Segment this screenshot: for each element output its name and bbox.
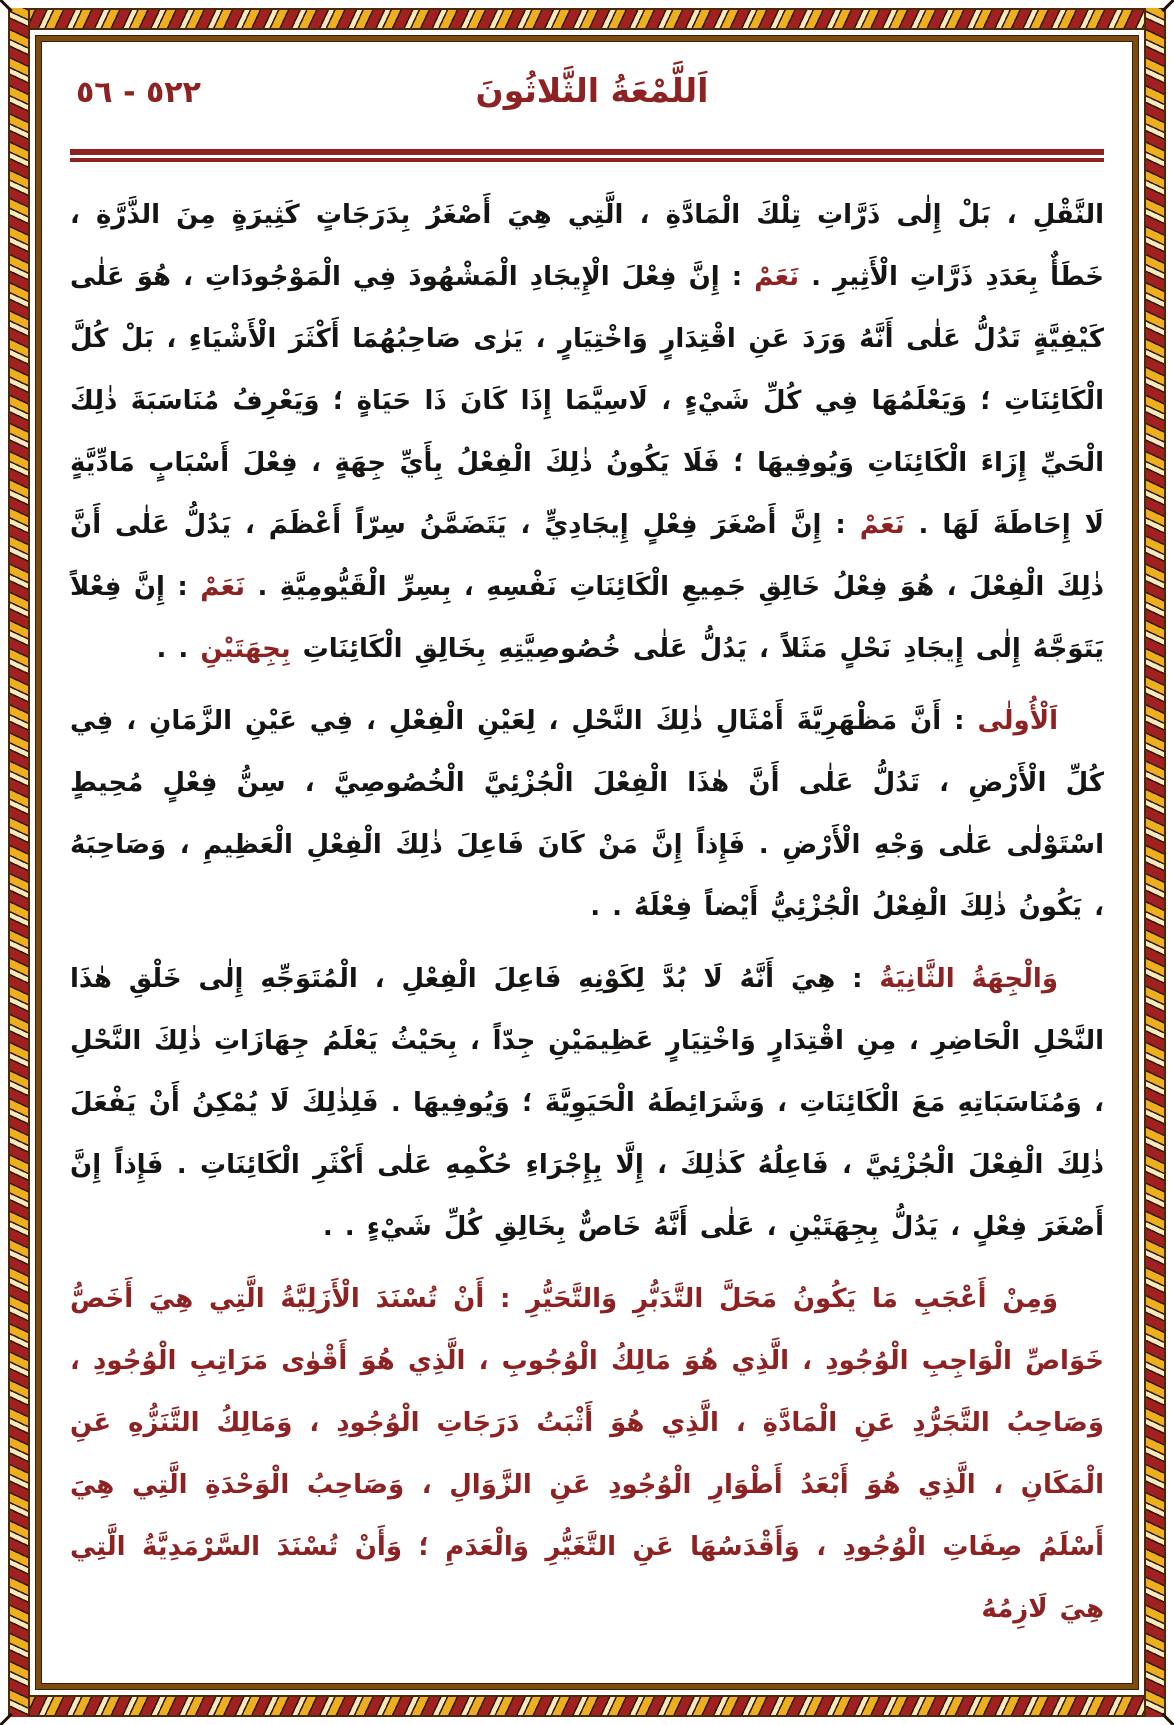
corner-ornament (1161, 0, 1174, 12)
highlighted-text: بِجِهَتَيْنِ (200, 634, 291, 664)
body-text (70, 184, 1104, 1640)
page-content (70, 45, 1104, 1680)
body-text-segment: النَّقْلِ ، بَلْ إِلٰى ذَرَّاتِ تِلْكَ الْمَادَّةِ ، الَّتِي هِيَ أَصْغَرُ بِدَرَجَاتٍ كَثِيرَةٍ مِنَ الذَّرَّةِ ، خَطَأٌ بِعَدَدِ ذَرَّاتِ الْأَثِيرِ . (70, 200, 1105, 292)
ornamental-border-bottom (8, 1695, 1166, 1717)
highlighted-text: نَعَمْ (754, 262, 800, 292)
body-text-segment: : إِنَّ فِعْلَ الْإِيجَادِ الْمَشْهُودَ فِي الْمَوْجُودَاتِ ، هُوَ عَلٰى كَيْفِيَّةٍ تَدُلُّ عَلٰى أَنَّهُ وَرَدَ عَنِ اقْتِدَارٍ وَاخْتِيَارٍ ، يَرٰى صَاحِبُهُمَا أَكْثَرَ الْأَشْيَاءِ ، بَلْ كُلَّ الْكَائِنَاتِ ؛ وَيَعْلَمُهَا فِي كُلِّ شَيْءٍ ، لَاسِيَّمَا إِذَا كَانَ ذَا حَيَاةٍ ؛ وَيَعْرِفُ مُنَاسَبَةَ ذٰلِكَ الْحَيِّ إِزَاءَ الْكَائِنَاتِ وَيُوفِيهَا ؛ فَلَا يَكُونُ ذٰلِكَ الْفِعْلُ بِأَيِّ جِهَةٍ ، فِعْلَ أَسْبَابٍ مَادِّيَّةٍ لَا إِحَاطَةَ لَهَا . (70, 262, 1104, 540)
paragraph-4 (70, 1268, 1104, 1640)
body-text-segment: : إِنَّ فِعْلاً يَتَوَجَّهُ إِلٰى إِيجَادِ نَحْلٍ مَثَلاً ، يَدُلُّ عَلٰى خُصُوصِيَّتِهِ بِخَالِقِ الْكَائِنَاتِ (70, 572, 1104, 664)
paragraph-3 (70, 948, 1104, 1258)
page-title: اَللَّمْعَةُ الثَّلاثُونَ (475, 71, 709, 110)
ornamental-border-left (8, 8, 30, 1717)
header-divider (70, 149, 1104, 162)
corner-ornament (1161, 1713, 1174, 1725)
page-header (70, 63, 1104, 135)
page-numbers: ٥٢٢ - ٥٦ (76, 75, 201, 110)
highlighted-text: نَعَمْ (859, 510, 905, 540)
highlighted-text: وَالْجِهَةُ الثَّانِيَةُ (879, 964, 1058, 994)
corner-ornament (0, 0, 13, 12)
body-text-segment: : إِنَّ أَصْغَرَ فِعْلٍ إِيجَادِيٍّ ، يَتَضَمَّنُ سِرّاً أَعْظَمَ ، يَدُلُّ عَلٰى أَنَّ ذٰلِكَ الْفِعْلَ ، هُوَ فِعْلُ خَالِقِ جَمِيعِ الْكَائِنَاتِ نَفْسِهِ ، بِسِرِّ الْقَيُّومِيَّةِ . (70, 510, 1104, 602)
paragraph-1 (70, 184, 1104, 680)
body-text-segment: . . (156, 634, 201, 664)
ornamental-border-top (8, 8, 1166, 30)
ornamental-border-right (1144, 8, 1166, 1717)
body-text-segment: : هِيَ أَنَّهُ لَا بُدَّ لِكَوْنِهِ فَاعِلَ الْفِعْلِ ، الْمُتَوَجِّهِ إِلٰى خَلْقِ هٰذَا النَّحْلِ الْحَاضِرِ ، مِنِ اقْتِدَارٍ وَاخْتِيَارٍ عَظِيمَيْنِ جِدّاً ، بِحَيْثُ يَعْلَمُ جِهَازَاتِ ذٰلِكَ النَّحْلِ ، وَمُنَاسَبَاتِهِ مَعَ الْكَائِنَاتِ ، وَشَرَائِطَهُ الْحَيَوِيَّةَ ؛ وَيُوفِيهَا . فَلِذٰلِكَ لَا يُمْكِنُ أَنْ يَفْعَلَ ذٰلِكَ الْفِعْلَ الْجُزْئِيَّ ، فَاعِلُهُ كَذٰلِكَ ، إِلَّا بِإِجْرَاءِ حُكْمِهِ عَلٰى أَكْثَرِ الْكَائِنَاتِ . فَإِذاً إِنَّ أَصْغَرَ فِعْلٍ ، يَدُلُّ بِجِهَتَيْنِ ، عَلٰى أَنَّهُ خَاصٌّ بِخَالِقِ كُلِّ شَيْءٍ . . (70, 964, 1104, 1242)
body-text-segment: : أَنَّ مَظْهَرِيَّةَ أَمْثَالِ ذٰلِكَ النَّحْلِ ، لِعَيْنِ الْفِعْلِ ، فِي عَيْنِ الزَّمَانِ ، فِي كُلِّ الْأَرْضِ ، تَدُلُّ عَلٰى أَنَّ هٰذَا الْفِعْلَ الْجُزْئِيَّ الْخُصُوصِيَّ ، سِنُّ فِعْلٍ مُحِيطٍ اسْتَوْلٰى عَلٰى وَجْهِ الْأَرْضِ . فَإِذاً إِنَّ مَنْ كَانَ فَاعِلَ ذٰلِكَ الْفِعْلِ الْعَظِيمِ ، وَصَاحِبَهُ ، يَكُونُ ذٰلِكَ الْفِعْلُ الْجُزْئِيُّ أَيْضاً فِعْلَهُ . . (70, 706, 1104, 922)
corner-ornament (0, 1713, 13, 1725)
highlighted-text: وَمِنْ أَعْجَبِ مَا يَكُونُ مَحَلَّ التَّدَبُّرِ وَالتَّحَيُّرِ : أَنْ تُسْنَدَ الْأَزَلِيَّةُ الَّتِي هِيَ أَخَصُّ خَوَاصِّ الْوَاجِبِ الْوُجُودِ ، الَّذِي هُوَ مَالِكُ الْوُجُوبِ ، الَّذِي هُوَ أَقْوٰى مَرَاتِبِ الْوُجُودِ ، وَصَاحِبُ التَّجَرُّدِ عَنِ الْمَادَّةِ ، الَّذِي هُوَ أَثْبَتُ دَرَجَاتِ الْوُجُودِ ، وَمَالِكُ التَّنَزُّهِ عَنِ الْمَكَانِ ، الَّذِي هُوَ أَبْعَدُ أَطْوَارِ الْوُجُودِ عَنِ الزَّوَالِ ، وَصَاحِبُ الْوَحْدَةِ الَّتِي هِيَ أَسْلَمُ صِفَاتِ الْوُجُودِ ، وَأَقْدَسُهَا عَنِ التَّغَيُّرِ وَالْعَدَمِ ؛ وَأَنْ تُسْنَدَ السَّرْمَدِيَّةُ الَّتِي هِيَ لَازِمُهُ (70, 1284, 1104, 1624)
highlighted-text: اَلْأُولٰى (977, 706, 1058, 736)
paragraph-2 (70, 690, 1104, 938)
highlighted-text: نَعَمْ (200, 572, 246, 602)
